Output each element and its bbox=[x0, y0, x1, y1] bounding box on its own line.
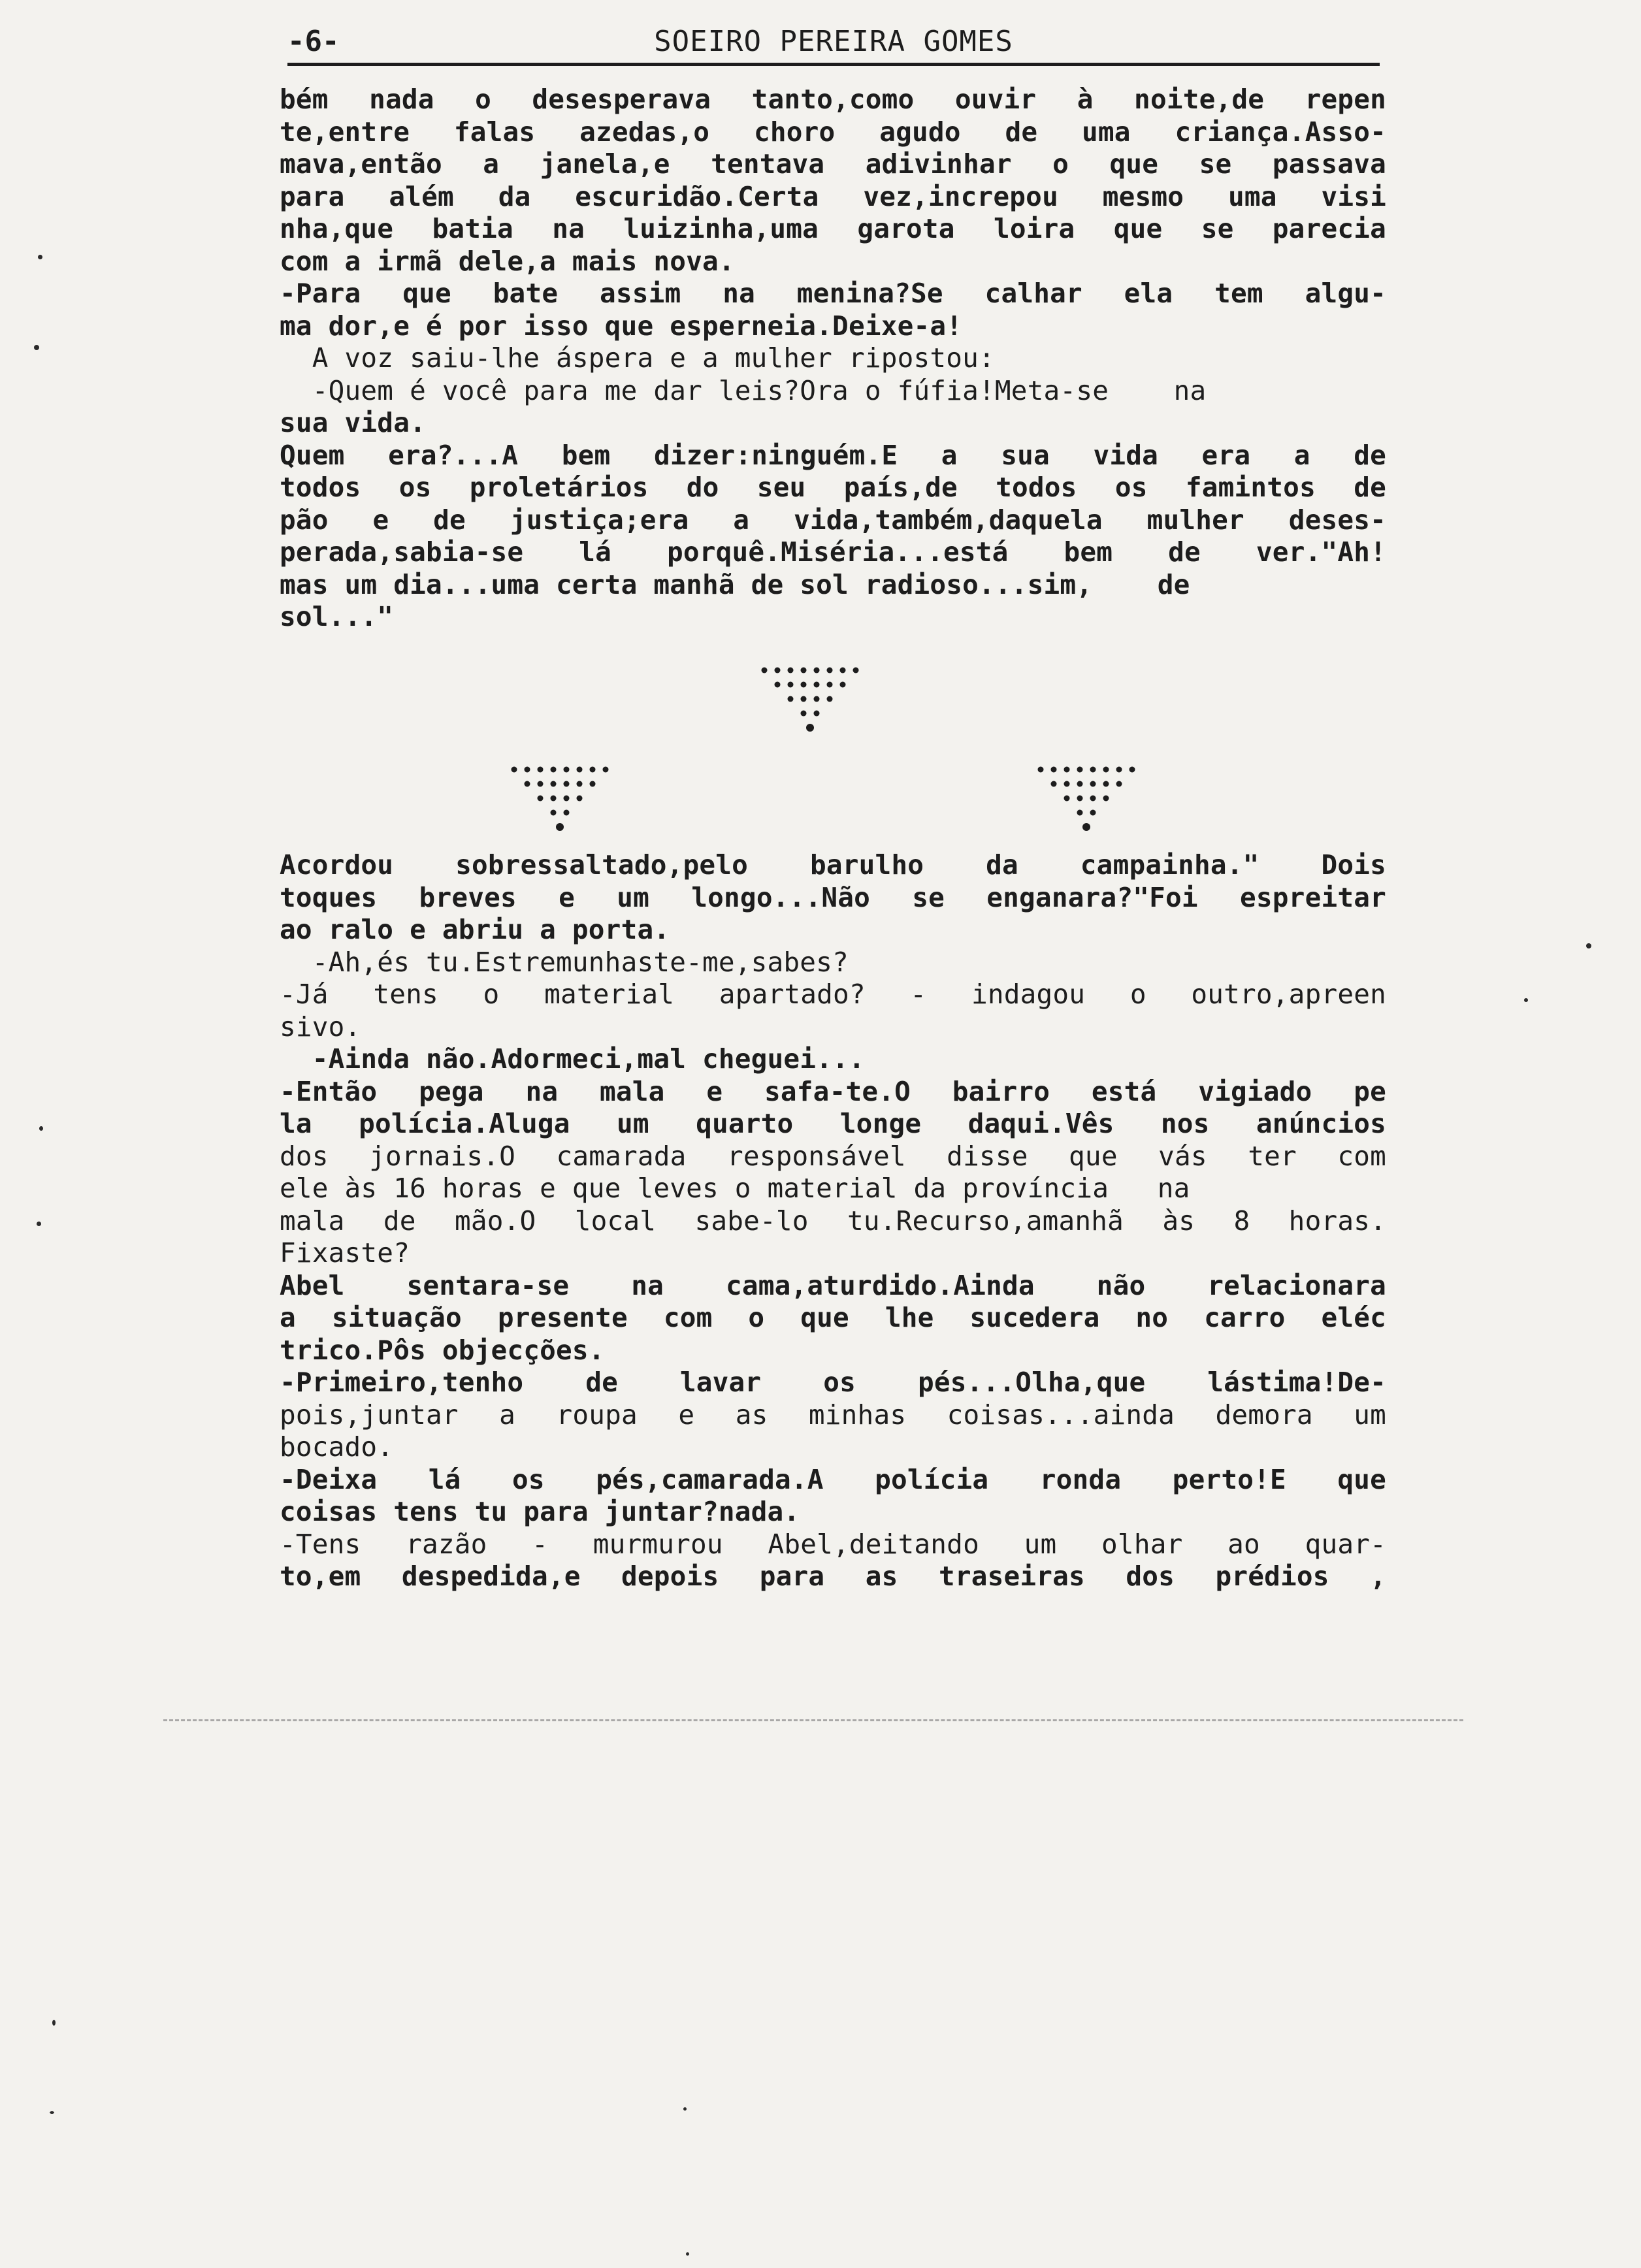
text-line: com a irmã dele,a mais nova. bbox=[280, 245, 735, 277]
ornament-top bbox=[738, 665, 882, 743]
ornament-dot bbox=[827, 696, 833, 702]
ornament-dot bbox=[814, 668, 820, 673]
scan-speck bbox=[39, 1126, 43, 1131]
ornament-dot bbox=[1116, 781, 1122, 787]
ornament-dot bbox=[564, 796, 570, 802]
text-line: A voz saiu-lhe áspera e a mulher ripostou: bbox=[280, 342, 995, 374]
ornament-dot bbox=[762, 668, 768, 673]
ornament-dot bbox=[564, 767, 570, 773]
ornament-dot bbox=[1051, 767, 1057, 773]
ornament-dot bbox=[1051, 781, 1057, 787]
ornament-dot bbox=[577, 767, 583, 773]
footer-rule bbox=[163, 1719, 1463, 1721]
scan-speck bbox=[1586, 943, 1591, 948]
ornament-dot bbox=[814, 711, 820, 717]
text-line: pois,juntar a roupa e as minhas coisas...ainda demora um bbox=[280, 1399, 1386, 1431]
text-line: sua vida. bbox=[280, 407, 426, 438]
scan-speck bbox=[683, 2107, 687, 2111]
text-block-second bbox=[280, 849, 1386, 1593]
ornament-dot bbox=[1064, 781, 1070, 787]
page-number: -6- bbox=[287, 25, 340, 58]
scan-speck bbox=[37, 1222, 41, 1226]
text-line: -Quem é você para me dar leis?Ora o fúfia!Meta-se na bbox=[280, 374, 1207, 406]
text-line: mala de mão.O local sabe-lo tu.Recurso,amanhã às 8 horas. bbox=[280, 1205, 1386, 1237]
ornament-dot bbox=[603, 767, 609, 773]
text-line: Abel sentara-se na cama,aturdido.Ainda não relacionara bbox=[280, 1269, 1386, 1301]
text-line: -Deixa lá os pés,camarada.A polícia ronda perto!E que bbox=[280, 1463, 1386, 1495]
text-line: bocado. bbox=[280, 1431, 394, 1463]
scan-speck bbox=[34, 345, 39, 350]
ornament-dot bbox=[801, 682, 807, 688]
text-line: pão e de justiça;era a vida,também,daquela mulher deses- bbox=[280, 504, 1386, 536]
ornament-dot bbox=[1082, 823, 1090, 831]
page-header bbox=[287, 25, 1380, 65]
ornament-dot bbox=[1077, 796, 1083, 802]
ornament-dot bbox=[556, 823, 564, 831]
ornament-dot bbox=[1090, 767, 1096, 773]
text-line: trico.Pôs objecções. bbox=[280, 1334, 605, 1366]
ornament-left bbox=[488, 764, 632, 843]
ornament-dot bbox=[775, 682, 781, 688]
ornament-dot bbox=[801, 668, 807, 673]
ornament-dot bbox=[1064, 796, 1070, 802]
running-title: SOEIRO PEREIRA GOMES bbox=[654, 25, 1013, 58]
text-line: -Para que bate assim na menina?Se calhar ela tem algu- bbox=[280, 278, 1386, 309]
ornament-dot bbox=[1129, 767, 1135, 773]
ornament-dot bbox=[1103, 781, 1109, 787]
ornament-dot bbox=[788, 696, 794, 702]
header-rule bbox=[287, 63, 1380, 66]
text-line: ma dor,e é por isso que esperneia.Deixe-a! bbox=[280, 310, 963, 342]
ornament-right bbox=[1015, 764, 1158, 843]
ornament-dot bbox=[577, 781, 583, 787]
text-line: Acordou sobressaltado,pelo barulho da campainha." Dois bbox=[280, 849, 1386, 881]
ornament-dot bbox=[564, 781, 570, 787]
text-line: para além da escuridão.Certa vez,increpou mesmo uma visi bbox=[280, 180, 1386, 212]
text-line: Fixaste? bbox=[280, 1237, 410, 1269]
text-block-first bbox=[280, 84, 1386, 634]
ornament-dot bbox=[853, 668, 859, 673]
text-line: mava,então a janela,e tentava adivinhar o que se passava bbox=[280, 148, 1386, 180]
ornament-dot bbox=[801, 711, 807, 717]
ornament-dot bbox=[801, 696, 807, 702]
text-line: ao ralo e abriu a porta. bbox=[280, 914, 670, 945]
ornament-dot bbox=[827, 668, 833, 673]
text-line: -Então pega na mala e safa-te.O bairro está vigiado pe bbox=[280, 1075, 1386, 1107]
ornament-dot bbox=[827, 682, 833, 688]
ornament-dot bbox=[788, 668, 794, 673]
scan-speck bbox=[686, 2252, 689, 2256]
ornament-dot bbox=[806, 724, 814, 732]
text-line: -Primeiro,tenho de lavar os pés...Olha,que lástima!De- bbox=[280, 1367, 1386, 1398]
ornament-dot bbox=[1090, 781, 1096, 787]
text-line: todos os proletários do seu país,de todos os famintos de bbox=[280, 472, 1386, 503]
text-line: -Ainda não.Adormeci,mal cheguei... bbox=[280, 1043, 865, 1075]
ornament-dot bbox=[775, 668, 781, 673]
scan-speck bbox=[52, 2020, 56, 2026]
ornament-dot bbox=[1116, 767, 1122, 773]
ornament-dot bbox=[1077, 810, 1083, 816]
text-line: -Ah,és tu.Estremunhaste-me,sabes? bbox=[280, 946, 849, 978]
ornament-dot bbox=[1064, 767, 1070, 773]
ornament-dot bbox=[814, 696, 820, 702]
scan-speck bbox=[38, 255, 42, 259]
ornament-dot bbox=[551, 796, 557, 802]
text-line: sivo. bbox=[280, 1011, 361, 1043]
ornament-dot bbox=[1103, 767, 1109, 773]
ornament-dot bbox=[551, 781, 557, 787]
scan-speck bbox=[1524, 998, 1528, 1002]
ornament-dot bbox=[590, 781, 596, 787]
ornament-dot bbox=[551, 767, 557, 773]
ornament-dot bbox=[1090, 810, 1096, 816]
ornament-dot bbox=[1103, 796, 1109, 802]
text-line: -Tens razão - murmurou Abel,deitando um olhar ao quar- bbox=[280, 1528, 1386, 1560]
ornament-dot bbox=[538, 767, 544, 773]
ornament-dot bbox=[1090, 796, 1096, 802]
text-line: dos jornais.O camarada responsável disse que vás ter com bbox=[280, 1140, 1386, 1172]
ornament-dot bbox=[1077, 767, 1083, 773]
text-line: to,em despedida,e depois para as traseiras dos prédios , bbox=[280, 1561, 1386, 1592]
text-line: a situação presente com o que lhe sucedera no carro eléc bbox=[280, 1302, 1386, 1333]
ornament-dot bbox=[551, 810, 557, 816]
text-line: toques breves e um longo...Não se enganara?"Foi espreitar bbox=[280, 881, 1386, 913]
ornament-dot bbox=[1038, 767, 1044, 773]
text-line: sol..." bbox=[280, 601, 394, 632]
ornament-dot bbox=[525, 767, 530, 773]
text-line: mas um dia...uma certa manhã de sol radioso...sim, de bbox=[280, 568, 1190, 600]
ornament-dot bbox=[564, 810, 570, 816]
text-line: bém nada o desesperava tanto,como ouvir à noite,de repen bbox=[280, 84, 1386, 115]
ornament-dot bbox=[788, 682, 794, 688]
ornament-dot bbox=[590, 767, 596, 773]
ornament-dot bbox=[840, 668, 846, 673]
text-line: te,entre falas azedas,o choro agudo de uma criança.Asso- bbox=[280, 116, 1386, 148]
scan-speck bbox=[50, 2111, 54, 2114]
text-line: coisas tens tu para juntar?nada. bbox=[280, 1496, 800, 1527]
ornament-dot bbox=[840, 682, 846, 688]
ornament-dot bbox=[814, 682, 820, 688]
ornament-dot bbox=[538, 781, 544, 787]
ornament-dot bbox=[525, 781, 530, 787]
text-line: nha,que batia na luizinha,uma garota loira que se parecia bbox=[280, 213, 1386, 244]
text-line: -Já tens o material apartado? - indagou o outro,apreen bbox=[280, 979, 1386, 1010]
text-line: la polícia.Aluga um quarto longe daqui.Vês nos anúncios bbox=[280, 1108, 1386, 1139]
ornament-dot bbox=[512, 767, 517, 773]
text-line: Quem era?...A bem dizer:ninguém.E a sua vida era a de bbox=[280, 439, 1386, 471]
text-line: ele às 16 horas e que leves o material da província na bbox=[280, 1173, 1190, 1204]
ornament-dot bbox=[1077, 781, 1083, 787]
text-line: perada,sabia-se lá porquê.Miséria...está bem de ver."Ah! bbox=[280, 536, 1386, 568]
ornament-dot bbox=[538, 796, 544, 802]
ornament-dot bbox=[577, 796, 583, 802]
